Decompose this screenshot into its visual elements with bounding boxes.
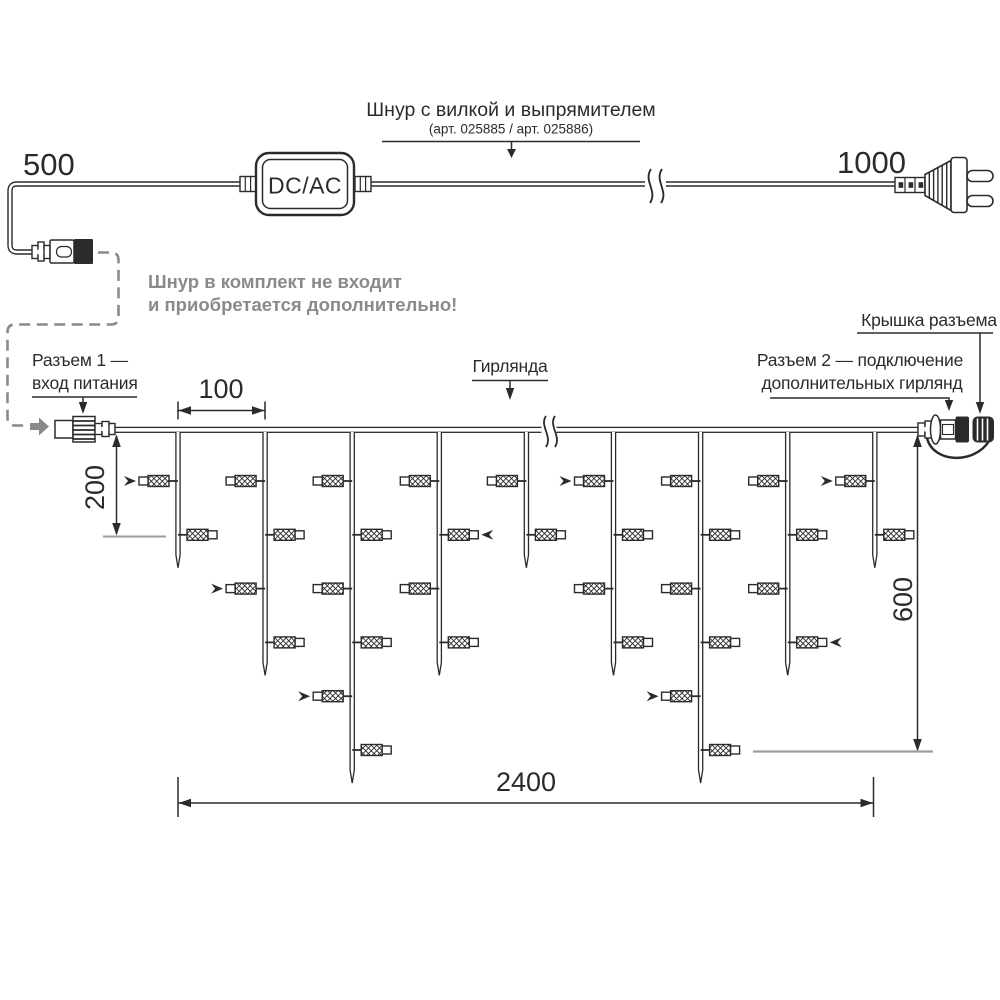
led-bulb xyxy=(148,476,169,487)
led-bulb xyxy=(448,637,469,648)
led-cap xyxy=(226,477,235,485)
cord-note xyxy=(148,271,457,315)
arrow-down-icon xyxy=(506,388,514,400)
connector1-label-line2: вход питания xyxy=(32,373,138,393)
garland-drop xyxy=(487,432,565,568)
led-bulb xyxy=(758,583,779,594)
power-plug xyxy=(895,158,993,213)
led-bulb xyxy=(797,637,818,648)
led-cap xyxy=(644,531,653,539)
garland-drops xyxy=(124,432,914,783)
flash-marker-icon xyxy=(298,691,310,701)
led-cap xyxy=(400,585,409,593)
led-bulb xyxy=(623,529,644,540)
arrow-down-icon xyxy=(945,400,953,411)
flash-marker-icon xyxy=(211,584,223,594)
dim-100 xyxy=(178,374,265,420)
dim-2400-label: 2400 xyxy=(495,767,557,797)
garland-section xyxy=(32,310,997,817)
plug-prong-top xyxy=(967,171,993,182)
flash-marker-icon xyxy=(830,637,842,647)
drop-wire xyxy=(437,432,441,675)
led-bulb xyxy=(710,637,731,648)
led-cap xyxy=(313,692,322,700)
led-bulb xyxy=(235,583,256,594)
led-cap xyxy=(226,585,235,593)
led-cap xyxy=(749,585,758,593)
drop-wire xyxy=(176,432,180,568)
led-cap xyxy=(731,531,740,539)
led-bulb xyxy=(448,529,469,540)
drop-wire xyxy=(611,432,615,675)
led-cap xyxy=(382,531,391,539)
garland-callout xyxy=(472,356,548,400)
garland-label: Гирлянда xyxy=(472,356,548,376)
led-cap xyxy=(749,477,758,485)
led-cap xyxy=(836,477,845,485)
led-bulb xyxy=(409,583,430,594)
led-cap xyxy=(469,638,478,646)
connector2-label-line2: дополнительных гирлянд xyxy=(761,373,963,393)
led-cap xyxy=(469,531,478,539)
led-bulb xyxy=(274,637,295,648)
dim-200-label: 200 xyxy=(80,464,110,510)
dim-1000-label: 1000 xyxy=(837,145,906,180)
garland-input-connector xyxy=(55,417,115,443)
led-cap xyxy=(295,638,304,646)
cord-break-icon xyxy=(645,169,666,203)
cord-output-connector xyxy=(32,239,93,264)
led-bulb xyxy=(496,476,517,487)
led-bulb xyxy=(361,745,382,756)
arrow-down-icon xyxy=(507,149,516,158)
arrow-down-icon xyxy=(79,402,87,414)
led-bulb xyxy=(884,529,905,540)
dim-500-label: 500 xyxy=(23,147,75,182)
led-bulb xyxy=(710,529,731,540)
led-bulb xyxy=(758,476,779,487)
garland-output-connector xyxy=(918,415,994,458)
led-cap xyxy=(662,692,671,700)
led-cap xyxy=(400,477,409,485)
led-cap xyxy=(208,531,217,539)
dim-600-label: 600 xyxy=(888,576,918,622)
led-cap xyxy=(575,477,584,485)
led-cap xyxy=(556,531,565,539)
drop-wire xyxy=(786,432,790,675)
led-cap xyxy=(295,531,304,539)
flash-marker-icon xyxy=(560,476,572,486)
led-cap xyxy=(382,638,391,646)
power-cord-right-wire xyxy=(371,169,897,203)
arrow-right-icon xyxy=(30,418,49,436)
led-bulb xyxy=(235,476,256,487)
flash-marker-icon xyxy=(124,476,136,486)
drop-wire xyxy=(873,432,877,568)
garland-drop xyxy=(560,432,653,675)
connector-cap xyxy=(973,417,995,443)
connector2-label-line1: Разъем 2 — подключение xyxy=(756,350,964,370)
garland-drop xyxy=(647,432,740,783)
cap-label: Крышка разъема xyxy=(861,310,997,330)
flash-marker-icon xyxy=(481,530,493,540)
drop-wire xyxy=(699,432,703,783)
cord-note-line1: Шнур в комплект не входит xyxy=(148,271,402,292)
led-cap xyxy=(818,531,827,539)
led-cap xyxy=(575,585,584,593)
plug-prong-bottom xyxy=(967,196,993,207)
led-bulb xyxy=(671,476,692,487)
connector2-body xyxy=(956,417,970,443)
led-bulb xyxy=(187,529,208,540)
connector1-callout xyxy=(32,350,138,414)
flash-marker-icon xyxy=(821,476,833,486)
led-cap xyxy=(382,746,391,754)
drop-wire xyxy=(524,432,528,568)
led-bulb xyxy=(274,529,295,540)
garland-main-wire xyxy=(115,427,918,432)
led-bulb xyxy=(361,637,382,648)
led-cap xyxy=(818,638,827,646)
converter-right-coupler xyxy=(355,177,371,192)
led-cap xyxy=(662,477,671,485)
dc-ac-converter xyxy=(240,153,371,215)
led-bulb xyxy=(322,691,343,702)
connector1-label-line1: Разъем 1 — xyxy=(32,350,128,370)
cord-subtitle: (арт. 025885 / арт. 025886) xyxy=(428,121,594,137)
dashed-connection-path xyxy=(8,253,119,436)
led-cap xyxy=(731,746,740,754)
cord-note-line2: и приобретается дополнительно! xyxy=(148,294,458,315)
led-bulb xyxy=(710,745,731,756)
led-cap xyxy=(313,585,322,593)
led-bulb xyxy=(322,476,343,487)
led-bulb xyxy=(361,529,382,540)
led-bulb xyxy=(409,476,430,487)
flash-marker-icon xyxy=(647,691,659,701)
led-cap xyxy=(905,531,914,539)
led-cap xyxy=(139,477,148,485)
led-cap xyxy=(731,638,740,646)
led-bulb xyxy=(845,476,866,487)
led-cap xyxy=(487,477,496,485)
garland-drop xyxy=(400,432,493,675)
led-cap xyxy=(644,638,653,646)
cord-title-callout xyxy=(366,99,655,158)
led-cap xyxy=(662,585,671,593)
led-bulb xyxy=(797,529,818,540)
drop-wire xyxy=(350,432,354,783)
led-cap xyxy=(313,477,322,485)
garland-drop xyxy=(124,432,217,568)
led-bulb xyxy=(623,637,644,648)
led-bulb xyxy=(535,529,556,540)
connector2-callout xyxy=(757,350,963,411)
led-bulb xyxy=(322,583,343,594)
led-bulb xyxy=(584,583,605,594)
garland-drop xyxy=(749,432,842,675)
led-bulb xyxy=(671,583,692,594)
garland-drop xyxy=(821,432,914,568)
garland-drop xyxy=(298,432,391,783)
dim-2400 xyxy=(178,767,874,817)
dim-100-label: 100 xyxy=(198,374,244,404)
led-bulb xyxy=(671,691,692,702)
led-bulb xyxy=(584,476,605,487)
converter-left-coupler xyxy=(240,177,256,192)
cord-title: Шнур с вилкой и выпрямителем xyxy=(366,99,656,121)
drop-wire xyxy=(263,432,267,675)
converter-label: DC/AC xyxy=(267,172,343,199)
garland-break-icon xyxy=(542,416,558,447)
garland-drop xyxy=(211,432,304,675)
arrow-down-icon xyxy=(976,402,984,414)
